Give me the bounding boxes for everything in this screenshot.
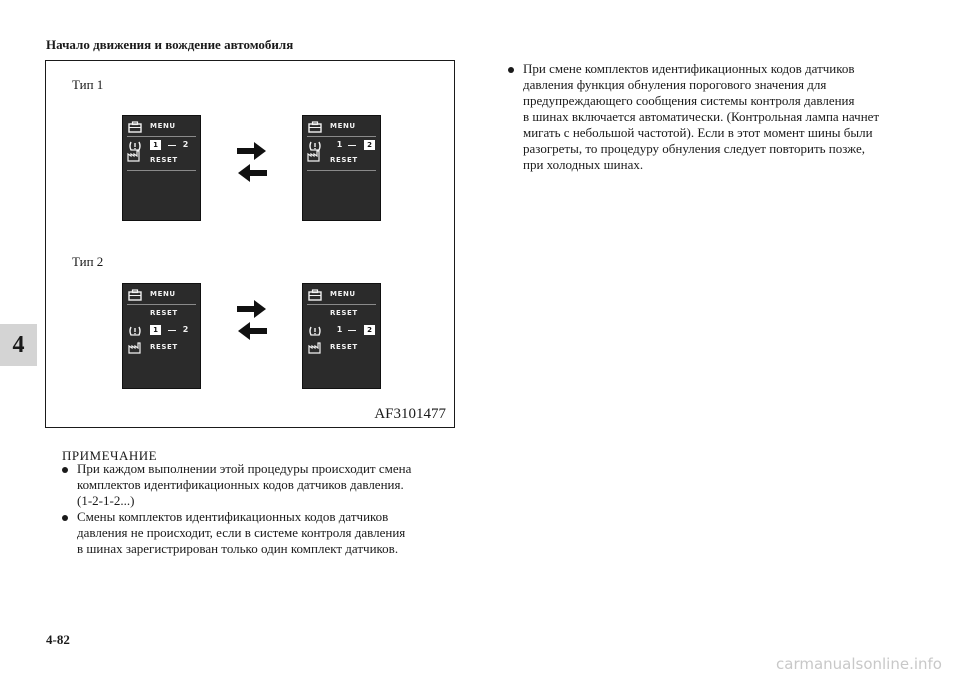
note-item: При каждом выполнении этой процедуры происходит смена комплектов идентификационных кодов датчиков давления. (1-2-1-2...) bbox=[77, 461, 412, 508]
sensor-set-2-selected: 2 bbox=[364, 140, 375, 150]
page-header: Начало движения и вождение автомобиля bbox=[46, 37, 294, 52]
sensor-set-1: 1 bbox=[336, 140, 343, 149]
display-type2-before bbox=[122, 283, 201, 389]
sensor-set-2-selected: 2 bbox=[364, 325, 375, 335]
arrow-left-icon bbox=[238, 164, 267, 182]
factory-icon bbox=[128, 342, 142, 354]
sensor-set-sequence bbox=[150, 324, 198, 337]
reset-label: RESET bbox=[330, 309, 358, 317]
sensor-set-1: 1 bbox=[336, 325, 343, 334]
reset-label: RESET bbox=[330, 156, 358, 164]
note-title: ПРИМЕЧАНИЕ bbox=[62, 448, 158, 463]
note-item: Смены комплектов идентификационных кодов датчиков давления не происходит, если в системе контроля давления в шинах зарегистрирован только один комплект датчиков. bbox=[77, 509, 406, 556]
sensor-set-1-selected: 1 bbox=[150, 140, 161, 150]
toolbox-icon bbox=[128, 289, 142, 301]
swap-arrows-type2 bbox=[236, 299, 268, 341]
swap-arrows-type1 bbox=[236, 141, 268, 183]
figure-code: AF3101477 bbox=[374, 406, 446, 422]
sensor-set-sequence bbox=[330, 139, 378, 152]
menu-label: MENU bbox=[330, 290, 356, 298]
sensor-set-sequence bbox=[150, 139, 198, 152]
menu-label: MENU bbox=[150, 122, 176, 130]
reset-label: RESET bbox=[150, 343, 178, 351]
menu-label: MENU bbox=[150, 290, 176, 298]
right-paragraph: При смене комплектов идентификационных кодов датчиков давления функция обнуления порогового значения для предупреждающего сообщения системы контроля давления в шинах включается автоматически. (Контрольная лампа начнет мигать с небольшой частотой). Если в этот момент шины были разогреты, то процедуру обнуления следует повторить позже, при холодных шинах. bbox=[523, 61, 880, 172]
arrow-right-icon bbox=[237, 142, 266, 160]
type1-label: Тип 1 bbox=[72, 77, 104, 92]
sensor-set-sequence bbox=[330, 324, 378, 337]
display-type1-before bbox=[122, 115, 201, 221]
bullet-icon bbox=[62, 467, 68, 473]
menu-label: MENU bbox=[330, 122, 356, 130]
figure-panel bbox=[45, 60, 455, 428]
reset-label: RESET bbox=[150, 309, 178, 317]
toolbox-icon bbox=[308, 289, 322, 301]
arrow-left-icon bbox=[238, 322, 267, 340]
toolbox-icon bbox=[308, 121, 322, 133]
factory-icon bbox=[127, 150, 141, 162]
sensor-set-1-selected: 1 bbox=[150, 325, 161, 335]
reset-label: RESET bbox=[330, 343, 358, 351]
bullet-icon bbox=[62, 515, 68, 521]
factory-icon bbox=[307, 150, 321, 162]
sensor-set-2: 2 bbox=[182, 140, 189, 149]
display-type2-after bbox=[302, 283, 381, 389]
watermark: carmanualsonline.info bbox=[776, 655, 942, 673]
toolbox-icon bbox=[128, 121, 142, 133]
page-number: 4-82 bbox=[46, 632, 70, 647]
bullet-icon bbox=[508, 67, 514, 73]
tire-pressure-icon bbox=[308, 325, 322, 337]
factory-icon bbox=[308, 342, 322, 354]
tire-pressure-icon bbox=[128, 325, 142, 337]
display-type1-after bbox=[302, 115, 381, 221]
sensor-set-2: 2 bbox=[182, 325, 189, 334]
reset-label: RESET bbox=[150, 156, 178, 164]
chapter-tab: 4 bbox=[0, 324, 37, 366]
type2-label: Тип 2 bbox=[72, 254, 104, 269]
arrow-right-icon bbox=[237, 300, 266, 318]
